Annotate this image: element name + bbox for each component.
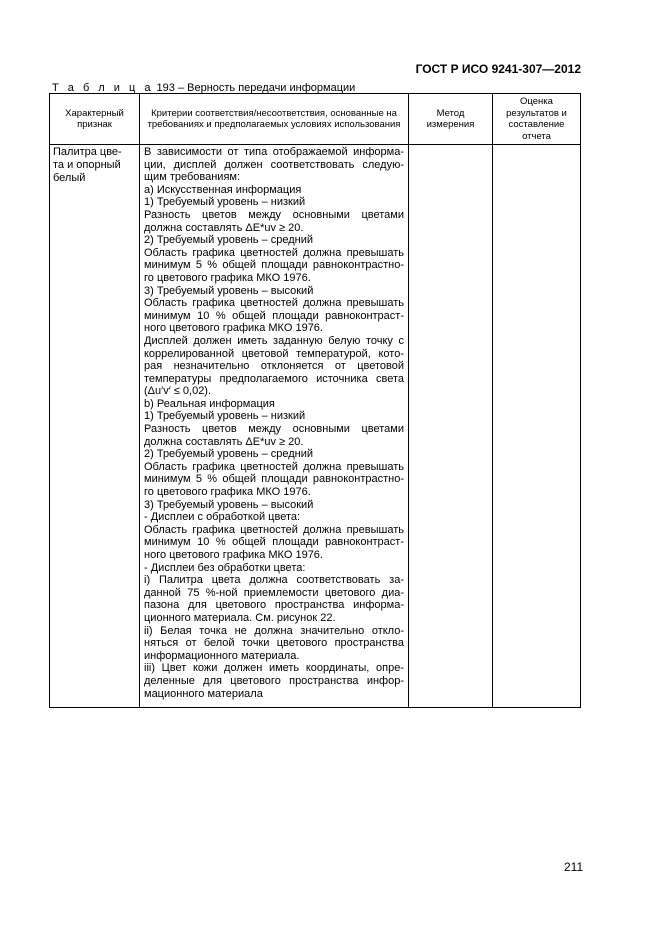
- criteria-line: Разность цветов между основными цветами: [144, 208, 404, 221]
- criteria-line: В зависимости от типа отображаемой информа-: [144, 146, 404, 158]
- criteria-line: ii) Белая точка не должна значительно откло-: [144, 624, 404, 637]
- criteria-line: должна составлять ΔE*uv ≥ 20.: [144, 435, 304, 448]
- criteria-line: мационного материала: [144, 687, 263, 700]
- criteria-line: щим требованиям:: [144, 171, 241, 184]
- criteria-line: b) Реальная информация: [144, 397, 275, 410]
- criteria-line: ции, дисплей должен соответствовать следую-: [144, 158, 404, 171]
- requirements-table: [49, 93, 581, 708]
- evaluation-cell: [493, 145, 581, 708]
- criteria-line: деленные для цветового пространства инфор-: [144, 674, 404, 687]
- criteria-line: должна составлять ΔE*uv ≥ 20.: [144, 221, 304, 234]
- criteria-line: 2) Требуемый уровень – средний: [144, 448, 314, 461]
- criteria-line: - Дисплеи с обработкой цвета:: [144, 511, 301, 524]
- criteria-line: i) Палитра цвета должна соответствовать за-: [144, 574, 404, 587]
- caption-prefix: Т а б л и ц а: [52, 82, 154, 94]
- criteria-line: минимум 10 % общей площади равноконтраст-: [144, 536, 404, 549]
- criteria-line: 3) Требуемый уровень – высокий: [144, 498, 314, 511]
- criteria-line: Область графика цветностей должна превышать: [144, 297, 404, 310]
- criteria-line: ционного материала. См. рисунок 22.: [144, 611, 336, 624]
- criteria-line: а) Искусственная информация: [144, 183, 302, 196]
- header-method: Метод измерения: [409, 94, 493, 145]
- criteria-line: iii) Цвет кожи должен иметь координаты, опре-: [144, 662, 404, 675]
- table-row: [50, 145, 581, 708]
- criteria-line: Область графика цветностей должна превышать: [144, 523, 404, 536]
- criteria-line: рая незначительно отклоняется от цветовой: [144, 360, 404, 373]
- criteria-line: го цветового графика МКО 1976.: [144, 486, 311, 499]
- feature-line: та и опорный: [53, 159, 121, 172]
- criteria-cell: [140, 145, 409, 708]
- criteria-line: коррелированной цветовой температурой, кото-: [144, 347, 404, 360]
- method-cell: [409, 145, 493, 708]
- criteria-line: Область графика цветностей должна превышать: [144, 246, 404, 259]
- criteria-line: температуры предполагаемого источника света: [144, 372, 404, 385]
- criteria-line: Разность цветов между основными цветами: [144, 423, 404, 436]
- page-number: 211: [564, 860, 584, 874]
- table-header-row: [50, 94, 581, 145]
- criteria-line: 2) Требуемый уровень – средний: [144, 234, 314, 247]
- criteria-line: 1) Требуемый уровень – низкий: [144, 196, 306, 209]
- feature-cell: [50, 145, 140, 708]
- criteria-line: - Дисплеи без обработки цвета:: [144, 561, 306, 574]
- header-evaluation: Оценка результатов и составление отчета: [493, 94, 581, 145]
- criteria-line: Область графика цветностей должна превышать: [144, 460, 404, 473]
- criteria-line: 3) Требуемый уровень – высокий: [144, 284, 314, 297]
- standard-header: ГОСТ Р ИСО 9241-307—2012: [415, 62, 581, 76]
- criteria-line: минимум 5 % общей площади равноконтрастно-: [144, 259, 404, 272]
- criteria-line: ного цветового графика МКО 1976.: [144, 322, 323, 335]
- feature-line: Палитра цве-: [53, 146, 122, 158]
- criteria-line: минимум 5 % общей площади равноконтрастно-: [144, 473, 404, 486]
- feature-line: белый: [53, 172, 86, 185]
- header-criteria: Критерии соответствия/несоответствия, основанные на требованиях и предполагаемых условиях использования: [140, 94, 409, 145]
- criteria-line: минимум 10 % общей площади равноконтраст-: [144, 309, 404, 322]
- caption-title: – Верность передачи информации: [177, 82, 356, 94]
- criteria-line: пазона для цветового пространства информа-: [144, 599, 404, 612]
- criteria-line: ного цветового графика МКО 1976.: [144, 549, 323, 561]
- criteria-line: информационного материала.: [144, 649, 300, 662]
- header-feature: Характерный признак: [50, 94, 140, 145]
- criteria-line: данной 75 %-ной приемлемости цветового диа-: [144, 586, 404, 599]
- criteria-line: (Δu′v′ ≤ 0,02).: [144, 385, 212, 398]
- criteria-line: Дисплей должен иметь заданную белую точку с: [144, 334, 404, 347]
- criteria-line: няться от белой точки цветового пространства: [144, 637, 404, 650]
- criteria-line: го цветового графика МКО 1976.: [144, 271, 311, 284]
- caption-number: 193: [156, 82, 175, 94]
- criteria-line: 1) Требуемый уровень – низкий: [144, 410, 306, 423]
